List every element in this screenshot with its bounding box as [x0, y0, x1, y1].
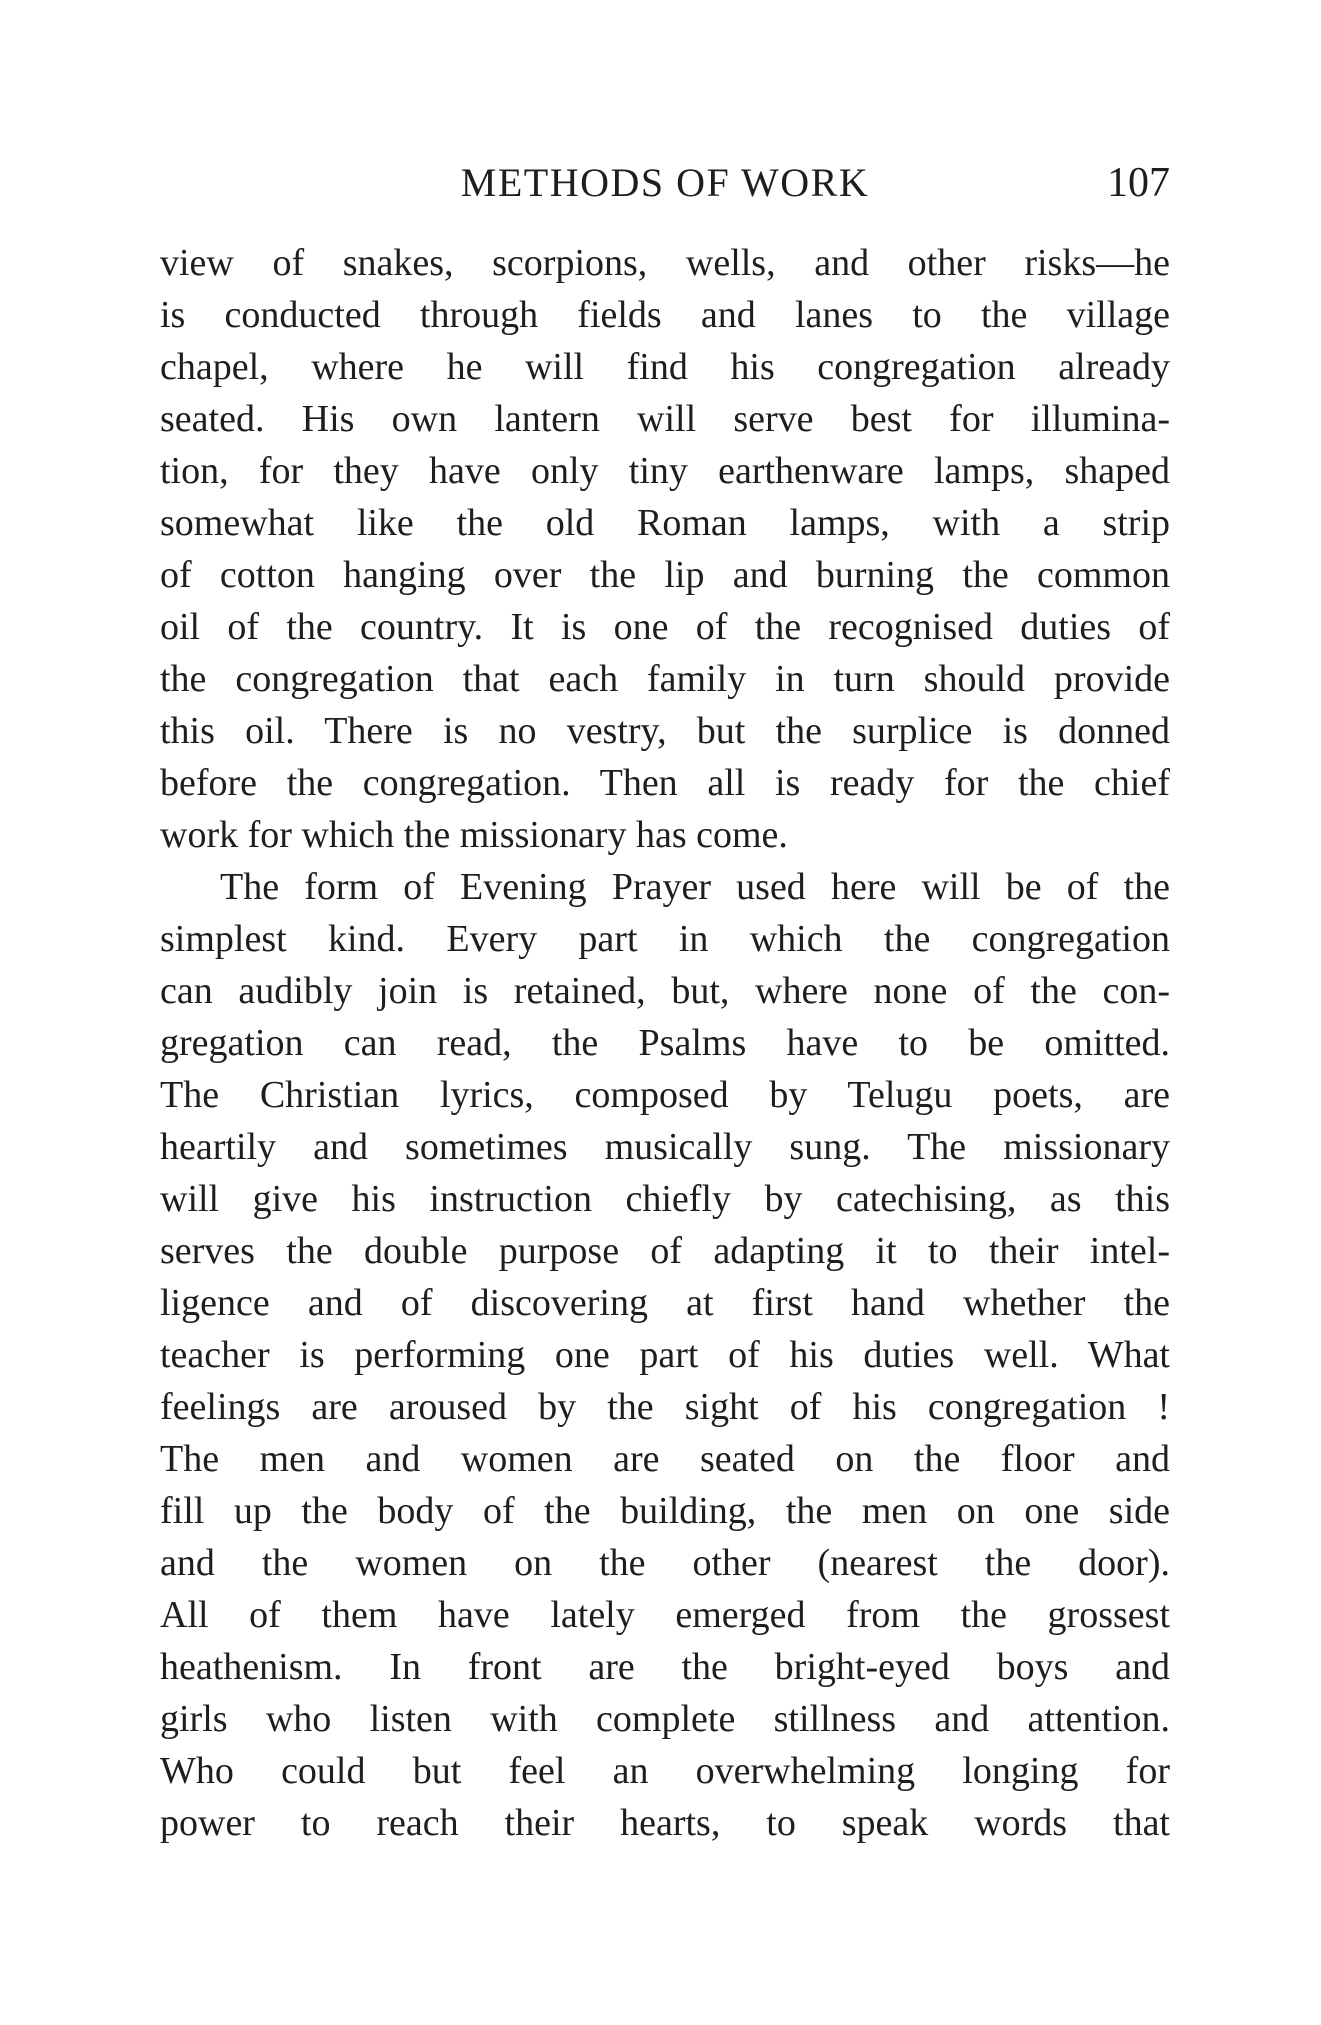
- text-line: power to reach their hearts, to speak words that: [160, 1802, 1170, 1844]
- body-text: [160, 237, 1170, 1849]
- page-number: 107: [1107, 160, 1170, 206]
- text-line: heartily and sometimes musically sung. The missionary: [160, 1126, 1170, 1168]
- text-line: before the congregation. Then all is ready for the chief: [160, 762, 1170, 804]
- text-line: The form of Evening Prayer used here will be of the: [220, 866, 1170, 908]
- text-line: can audibly join is retained, but, where none of the con-: [160, 970, 1170, 1012]
- paragraph-2: [160, 861, 1170, 1849]
- text-line: girls who listen with complete stillness and attention.: [160, 1698, 1170, 1740]
- text-line: oil of the country. It is one of the recognised duties of: [160, 606, 1170, 648]
- text-line: teacher is performing one part of his duties well. What: [160, 1334, 1170, 1376]
- running-header: [160, 158, 1170, 208]
- text-line: simplest kind. Every part in which the congregation: [160, 918, 1170, 960]
- text-line: of cotton hanging over the lip and burning the common: [160, 554, 1170, 596]
- text-line: All of them have lately emerged from the grossest: [160, 1594, 1170, 1636]
- text-line: will give his instruction chiefly by catechising, as this: [160, 1178, 1170, 1220]
- text-line: and the women on the other (nearest the door).: [160, 1542, 1170, 1584]
- paragraph-1: [160, 237, 1170, 861]
- text-line: serves the double purpose of adapting it to their intel-: [160, 1230, 1170, 1272]
- text-line: gregation can read, the Psalms have to be omitted.: [160, 1022, 1170, 1064]
- text-line: The men and women are seated on the floor and: [160, 1438, 1170, 1480]
- text-line: Who could but feel an overwhelming longing for: [160, 1750, 1170, 1792]
- text-line: seated. His own lantern will serve best for illumina-: [160, 398, 1170, 440]
- text-line: view of snakes, scorpions, wells, and other risks—he: [160, 242, 1170, 284]
- text-line: chapel, where he will find his congregation already: [160, 346, 1170, 388]
- text-line: fill up the body of the building, the men on one side: [160, 1490, 1170, 1532]
- text-line: tion, for they have only tiny earthenware lamps, shaped: [160, 450, 1170, 492]
- running-title: METHODS OF WORK: [460, 160, 870, 205]
- text-line: ligence and of discovering at first hand whether the: [160, 1282, 1170, 1324]
- text-line: feelings are aroused by the sight of his congregation !: [160, 1386, 1170, 1428]
- text-line: is conducted through fields and lanes to the village: [160, 294, 1170, 336]
- text-line: somewhat like the old Roman lamps, with a strip: [160, 502, 1170, 544]
- text-line: the congregation that each family in turn should provide: [160, 658, 1170, 700]
- text-line: work for which the missionary has come.: [160, 814, 788, 856]
- text-line: The Christian lyrics, composed by Telugu poets, are: [160, 1074, 1170, 1116]
- text-line: this oil. There is no vestry, but the surplice is donned: [160, 710, 1170, 752]
- text-line: heathenism. In front are the bright-eyed boys and: [160, 1646, 1170, 1688]
